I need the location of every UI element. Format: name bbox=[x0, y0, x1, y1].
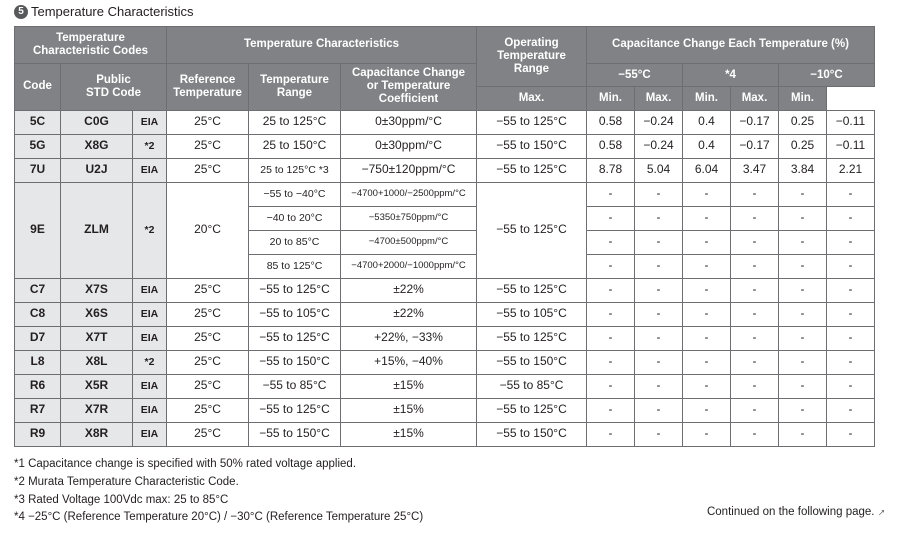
cell-reference-temperature: 20°C bbox=[167, 182, 249, 278]
header-minus55-min: Min. bbox=[587, 87, 635, 110]
cell-code: R7 bbox=[15, 398, 61, 422]
cell-minus10-min: - bbox=[827, 206, 875, 230]
cell-reference-temperature: 25°C bbox=[167, 326, 249, 350]
cell-org: EIA bbox=[133, 110, 167, 134]
cell-code: C7 bbox=[15, 278, 61, 302]
cell-star4-min: - bbox=[731, 398, 779, 422]
cell-star4-max: - bbox=[683, 206, 731, 230]
cell-minus55-min: - bbox=[635, 326, 683, 350]
cell-star4-min: −0.17 bbox=[731, 134, 779, 158]
cell-minus10-min: 2.21 bbox=[827, 158, 875, 182]
cell-minus55-max: - bbox=[587, 278, 635, 302]
cell-minus10-max: - bbox=[779, 182, 827, 206]
cell-minus55-min: - bbox=[635, 350, 683, 374]
cell-std-code: X5R bbox=[61, 374, 133, 398]
cell-org: EIA bbox=[133, 158, 167, 182]
header-temp-minus55: −55°C bbox=[587, 64, 683, 87]
cell-std-code: ZLM bbox=[61, 182, 133, 278]
cell-minus55-min: −0.24 bbox=[635, 110, 683, 134]
header-ref-temp-line1: Reference bbox=[179, 73, 236, 86]
table-row bbox=[15, 302, 875, 326]
cell-minus10-max: 3.84 bbox=[779, 158, 827, 182]
header-public-line1: Public bbox=[96, 73, 131, 86]
cell-star4-max: 0.4 bbox=[683, 110, 731, 134]
table-row bbox=[15, 374, 875, 398]
cell-star4-min: - bbox=[731, 278, 779, 302]
cell-operating-range: −55 to 150°C bbox=[477, 350, 587, 374]
cell-star4-min: - bbox=[731, 206, 779, 230]
cell-minus55-max: - bbox=[587, 422, 635, 446]
cell-star4-max: - bbox=[683, 254, 731, 278]
cell-temperature-range: −55 to 150°C bbox=[249, 422, 341, 446]
table-row bbox=[15, 278, 875, 302]
cell-reference-temperature: 25°C bbox=[167, 302, 249, 326]
cell-minus55-min: - bbox=[635, 230, 683, 254]
cell-code: 9E bbox=[15, 182, 61, 278]
cell-minus10-max: - bbox=[779, 254, 827, 278]
header-codes-line2: Characteristic Codes bbox=[32, 45, 149, 57]
cell-coefficient: −750±120ppm/°C bbox=[341, 158, 477, 182]
cell-coefficient: ±15% bbox=[341, 398, 477, 422]
cell-minus10-max: 0.25 bbox=[779, 110, 827, 134]
cell-minus10-min: - bbox=[827, 278, 875, 302]
header-capacitance-change-or-coefficient bbox=[341, 64, 477, 111]
cell-star4-max: - bbox=[683, 422, 731, 446]
cell-minus10-max: - bbox=[779, 326, 827, 350]
cell-temperature-range: −55 to 105°C bbox=[249, 302, 341, 326]
cell-org: EIA bbox=[133, 398, 167, 422]
cell-minus55-max: - bbox=[587, 254, 635, 278]
cell-code: C8 bbox=[15, 302, 61, 326]
cell-coefficient: −4700+1000/−2500ppm/°C bbox=[341, 182, 477, 206]
cell-star4-min: - bbox=[731, 182, 779, 206]
footnote-2: *2 Murata Temperature Characteristic Code. bbox=[14, 475, 239, 488]
table-row bbox=[15, 398, 875, 422]
cell-org: EIA bbox=[133, 422, 167, 446]
cell-minus55-max: - bbox=[587, 374, 635, 398]
cell-org: EIA bbox=[133, 374, 167, 398]
cell-star4-min: - bbox=[731, 350, 779, 374]
header-operating-line3: Range bbox=[513, 63, 550, 76]
table-row bbox=[15, 110, 875, 134]
cell-reference-temperature: 25°C bbox=[167, 110, 249, 134]
cell-temperature-range: −55 to 150°C bbox=[249, 350, 341, 374]
header-cap-coeff-line2: or Temperature bbox=[366, 80, 451, 93]
cell-org: EIA bbox=[133, 326, 167, 350]
cell-org: EIA bbox=[133, 302, 167, 326]
cell-operating-range: −55 to 105°C bbox=[477, 302, 587, 326]
cell-coefficient: −5350±750ppm/°C bbox=[341, 206, 477, 230]
cell-minus10-min: - bbox=[827, 254, 875, 278]
cell-minus55-max: - bbox=[587, 182, 635, 206]
cell-minus10-max: - bbox=[779, 422, 827, 446]
cell-minus10-max: - bbox=[779, 278, 827, 302]
cell-star4-max: 6.04 bbox=[683, 158, 731, 182]
header-operating-temperature-range bbox=[477, 27, 587, 87]
cell-minus10-min: - bbox=[827, 326, 875, 350]
cell-minus10-min: - bbox=[827, 422, 875, 446]
cell-temperature-range: −40 to 20°C bbox=[249, 206, 341, 230]
cell-reference-temperature: 25°C bbox=[167, 350, 249, 374]
cell-star4-max: - bbox=[683, 182, 731, 206]
cell-temperature-range: −55 to 125°C bbox=[249, 326, 341, 350]
cell-minus55-min: - bbox=[635, 254, 683, 278]
cell-temperature-range: 85 to 125°C bbox=[249, 254, 341, 278]
cell-minus55-max: - bbox=[587, 326, 635, 350]
cell-minus10-min: −0.11 bbox=[827, 110, 875, 134]
cell-minus10-min: - bbox=[827, 302, 875, 326]
cell-minus55-max: - bbox=[587, 230, 635, 254]
cell-minus55-max: 0.58 bbox=[587, 110, 635, 134]
table-header-row-group bbox=[15, 27, 875, 64]
cell-operating-range: −55 to 125°C bbox=[477, 158, 587, 182]
table-row bbox=[15, 158, 875, 182]
cell-org: *2 bbox=[133, 182, 167, 278]
footnote-4: *4 −25°C (Reference Temperature 20°C) / −30°C (Reference Temperature 25°C) bbox=[14, 511, 424, 524]
cell-std-code: X7R bbox=[61, 398, 133, 422]
cell-minus55-min: - bbox=[635, 374, 683, 398]
cell-operating-range: −55 to 125°C bbox=[477, 398, 587, 422]
cell-coefficient: ±22% bbox=[341, 278, 477, 302]
header-code: Code bbox=[15, 64, 61, 111]
header-cap-coeff-line1: Capacitance Change bbox=[351, 67, 466, 79]
cell-minus55-max: 8.78 bbox=[587, 158, 635, 182]
footnote-3: *3 Rated Voltage 100Vdc max: 25 to 85°C bbox=[14, 493, 229, 506]
cell-star4-max: - bbox=[683, 278, 731, 302]
cell-minus55-min: −0.24 bbox=[635, 134, 683, 158]
table-row bbox=[15, 326, 875, 350]
header-temperature-range bbox=[249, 64, 341, 111]
cell-minus10-max: - bbox=[779, 398, 827, 422]
cell-code: 7U bbox=[15, 158, 61, 182]
cell-star4-max: - bbox=[683, 350, 731, 374]
cell-code: 5C bbox=[15, 110, 61, 134]
cell-minus10-max: - bbox=[779, 302, 827, 326]
cell-operating-range: −55 to 150°C bbox=[477, 422, 587, 446]
header-temperature-characteristic-codes bbox=[15, 27, 167, 64]
cell-org: *2 bbox=[133, 350, 167, 374]
header-star4-min: Min. bbox=[683, 87, 731, 110]
cell-minus55-min: - bbox=[635, 278, 683, 302]
cell-reference-temperature: 25°C bbox=[167, 422, 249, 446]
cell-minus10-max: 0.25 bbox=[779, 134, 827, 158]
cell-std-code: X8G bbox=[61, 134, 133, 158]
cell-minus55-min: - bbox=[635, 182, 683, 206]
cell-std-code: X6S bbox=[61, 302, 133, 326]
cell-star4-min: 3.47 bbox=[731, 158, 779, 182]
cell-std-code: X8R bbox=[61, 422, 133, 446]
cell-std-code: C0G bbox=[61, 110, 133, 134]
table-row bbox=[15, 350, 875, 374]
table-header bbox=[15, 27, 875, 111]
table-body bbox=[15, 110, 875, 446]
cell-operating-range: −55 to 125°C bbox=[477, 110, 587, 134]
cell-star4-min: - bbox=[731, 422, 779, 446]
header-capacitance-change-each-temperature: Capacitance Change Each Temperature (%) bbox=[587, 27, 875, 64]
cell-temperature-range: −55 to 125°C bbox=[249, 278, 341, 302]
cell-temperature-range: 25 to 150°C bbox=[249, 134, 341, 158]
table-header-row-sub1 bbox=[15, 64, 875, 87]
cell-code: 5G bbox=[15, 134, 61, 158]
cell-star4-min: - bbox=[731, 230, 779, 254]
cell-temperature-range: −55 to −40°C bbox=[249, 182, 341, 206]
cell-minus10-max: - bbox=[779, 206, 827, 230]
cell-coefficient: −4700+2000/−1000ppm/°C bbox=[341, 254, 477, 278]
cell-star4-max: - bbox=[683, 398, 731, 422]
header-public-line2: STD Code bbox=[86, 86, 141, 99]
cell-coefficient: +15%, −40% bbox=[341, 350, 477, 374]
cell-code: L8 bbox=[15, 350, 61, 374]
cell-minus10-max: - bbox=[779, 230, 827, 254]
header-minus55-max: Max. bbox=[477, 87, 587, 110]
cell-operating-range: −55 to 125°C bbox=[477, 326, 587, 350]
cell-star4-max: - bbox=[683, 374, 731, 398]
header-ref-temp-line2: Temperature bbox=[173, 86, 242, 99]
cell-star4-max: - bbox=[683, 326, 731, 350]
cell-temperature-range: −55 to 85°C bbox=[249, 374, 341, 398]
cell-code: R9 bbox=[15, 422, 61, 446]
header-public-std-code bbox=[61, 64, 167, 111]
continued-text: Continued on the following page. bbox=[706, 506, 875, 518]
cell-minus10-min: - bbox=[827, 230, 875, 254]
cell-minus55-max: - bbox=[587, 398, 635, 422]
cell-operating-range: −55 to 150°C bbox=[477, 134, 587, 158]
cell-operating-range: −55 to 125°C bbox=[477, 278, 587, 302]
cell-star4-min: - bbox=[731, 254, 779, 278]
cell-minus55-max: - bbox=[587, 302, 635, 326]
cell-minus55-min: - bbox=[635, 398, 683, 422]
cell-minus10-min: - bbox=[827, 374, 875, 398]
cell-std-code: X7T bbox=[61, 326, 133, 350]
cell-star4-min: −0.17 bbox=[731, 110, 779, 134]
header-star4-max: Max. bbox=[635, 87, 683, 110]
cell-minus10-min: - bbox=[827, 350, 875, 374]
cell-temperature-range: 20 to 85°C bbox=[249, 230, 341, 254]
cell-code: D7 bbox=[15, 326, 61, 350]
header-minus10-min: Min. bbox=[779, 87, 827, 110]
section-heading bbox=[14, 4, 194, 19]
cell-coefficient: 0±30ppm/°C bbox=[341, 134, 477, 158]
header-temp-star4: *4 bbox=[683, 64, 779, 87]
cell-code: R6 bbox=[15, 374, 61, 398]
cell-star4-min: - bbox=[731, 326, 779, 350]
cell-star4-min: - bbox=[731, 302, 779, 326]
cell-minus10-max: - bbox=[779, 350, 827, 374]
temperature-characteristics-table bbox=[14, 26, 875, 447]
cell-minus55-max: 0.58 bbox=[587, 134, 635, 158]
table-row bbox=[15, 182, 875, 206]
cell-minus55-min: 5.04 bbox=[635, 158, 683, 182]
header-temp-range-line2: Range bbox=[276, 86, 313, 99]
section-number-badge: 5 bbox=[14, 5, 28, 19]
cell-temperature-range: −55 to 125°C bbox=[249, 398, 341, 422]
cell-coefficient: ±15% bbox=[341, 374, 477, 398]
cell-reference-temperature: 25°C bbox=[167, 278, 249, 302]
cell-reference-temperature: 25°C bbox=[167, 134, 249, 158]
cell-coefficient: ±15% bbox=[341, 422, 477, 446]
cell-minus10-max: - bbox=[779, 374, 827, 398]
cell-coefficient: +22%, −33% bbox=[341, 326, 477, 350]
cell-coefficient: −4700±500ppm/°C bbox=[341, 230, 477, 254]
cell-star4-max: - bbox=[683, 302, 731, 326]
header-minus10-max: Max. bbox=[731, 87, 779, 110]
continued-note bbox=[706, 503, 889, 521]
arrow-icon: → bbox=[871, 503, 889, 521]
header-reference-temperature bbox=[167, 64, 249, 111]
cell-minus55-max: - bbox=[587, 206, 635, 230]
cell-minus55-min: - bbox=[635, 422, 683, 446]
section-title: Temperature Characteristics bbox=[31, 4, 194, 19]
cell-std-code: U2J bbox=[61, 158, 133, 182]
cell-minus10-min: - bbox=[827, 398, 875, 422]
header-temp-minus10: −10°C bbox=[779, 64, 875, 87]
cell-temperature-range: 25 to 125°C *3 bbox=[249, 158, 341, 182]
cell-temperature-range: 25 to 125°C bbox=[249, 110, 341, 134]
cell-minus55-min: - bbox=[635, 206, 683, 230]
cell-star4-max: 0.4 bbox=[683, 134, 731, 158]
cell-coefficient: ±22% bbox=[341, 302, 477, 326]
footnotes bbox=[14, 456, 423, 527]
cell-org: EIA bbox=[133, 278, 167, 302]
cell-operating-range: −55 to 125°C bbox=[477, 182, 587, 278]
header-temp-range-line1: Temperature bbox=[260, 73, 329, 86]
cell-star4-min: - bbox=[731, 374, 779, 398]
header-temperature-characteristics: Temperature Characteristics bbox=[167, 27, 477, 64]
cell-operating-range: −55 to 85°C bbox=[477, 374, 587, 398]
cell-minus55-min: - bbox=[635, 302, 683, 326]
footnote-1: *1 Capacitance change is specified with 50% rated voltage applied. bbox=[14, 458, 357, 470]
cell-minus55-max: - bbox=[587, 350, 635, 374]
cell-star4-max: - bbox=[683, 230, 731, 254]
cell-std-code: X7S bbox=[61, 278, 133, 302]
cell-reference-temperature: 25°C bbox=[167, 398, 249, 422]
cell-reference-temperature: 25°C bbox=[167, 374, 249, 398]
cell-org: *2 bbox=[133, 134, 167, 158]
cell-coefficient: 0±30ppm/°C bbox=[341, 110, 477, 134]
cell-minus10-min: - bbox=[827, 182, 875, 206]
header-cap-coeff-line3: Coefficient bbox=[378, 93, 439, 106]
cell-minus10-min: −0.11 bbox=[827, 134, 875, 158]
header-codes-line1: Temperature bbox=[56, 31, 125, 44]
header-operating-line2: Temperature bbox=[497, 50, 566, 63]
table-row bbox=[15, 134, 875, 158]
header-operating-line1: Operating bbox=[504, 36, 559, 49]
table-row bbox=[15, 422, 875, 446]
cell-std-code: X8L bbox=[61, 350, 133, 374]
cell-reference-temperature: 25°C bbox=[167, 158, 249, 182]
